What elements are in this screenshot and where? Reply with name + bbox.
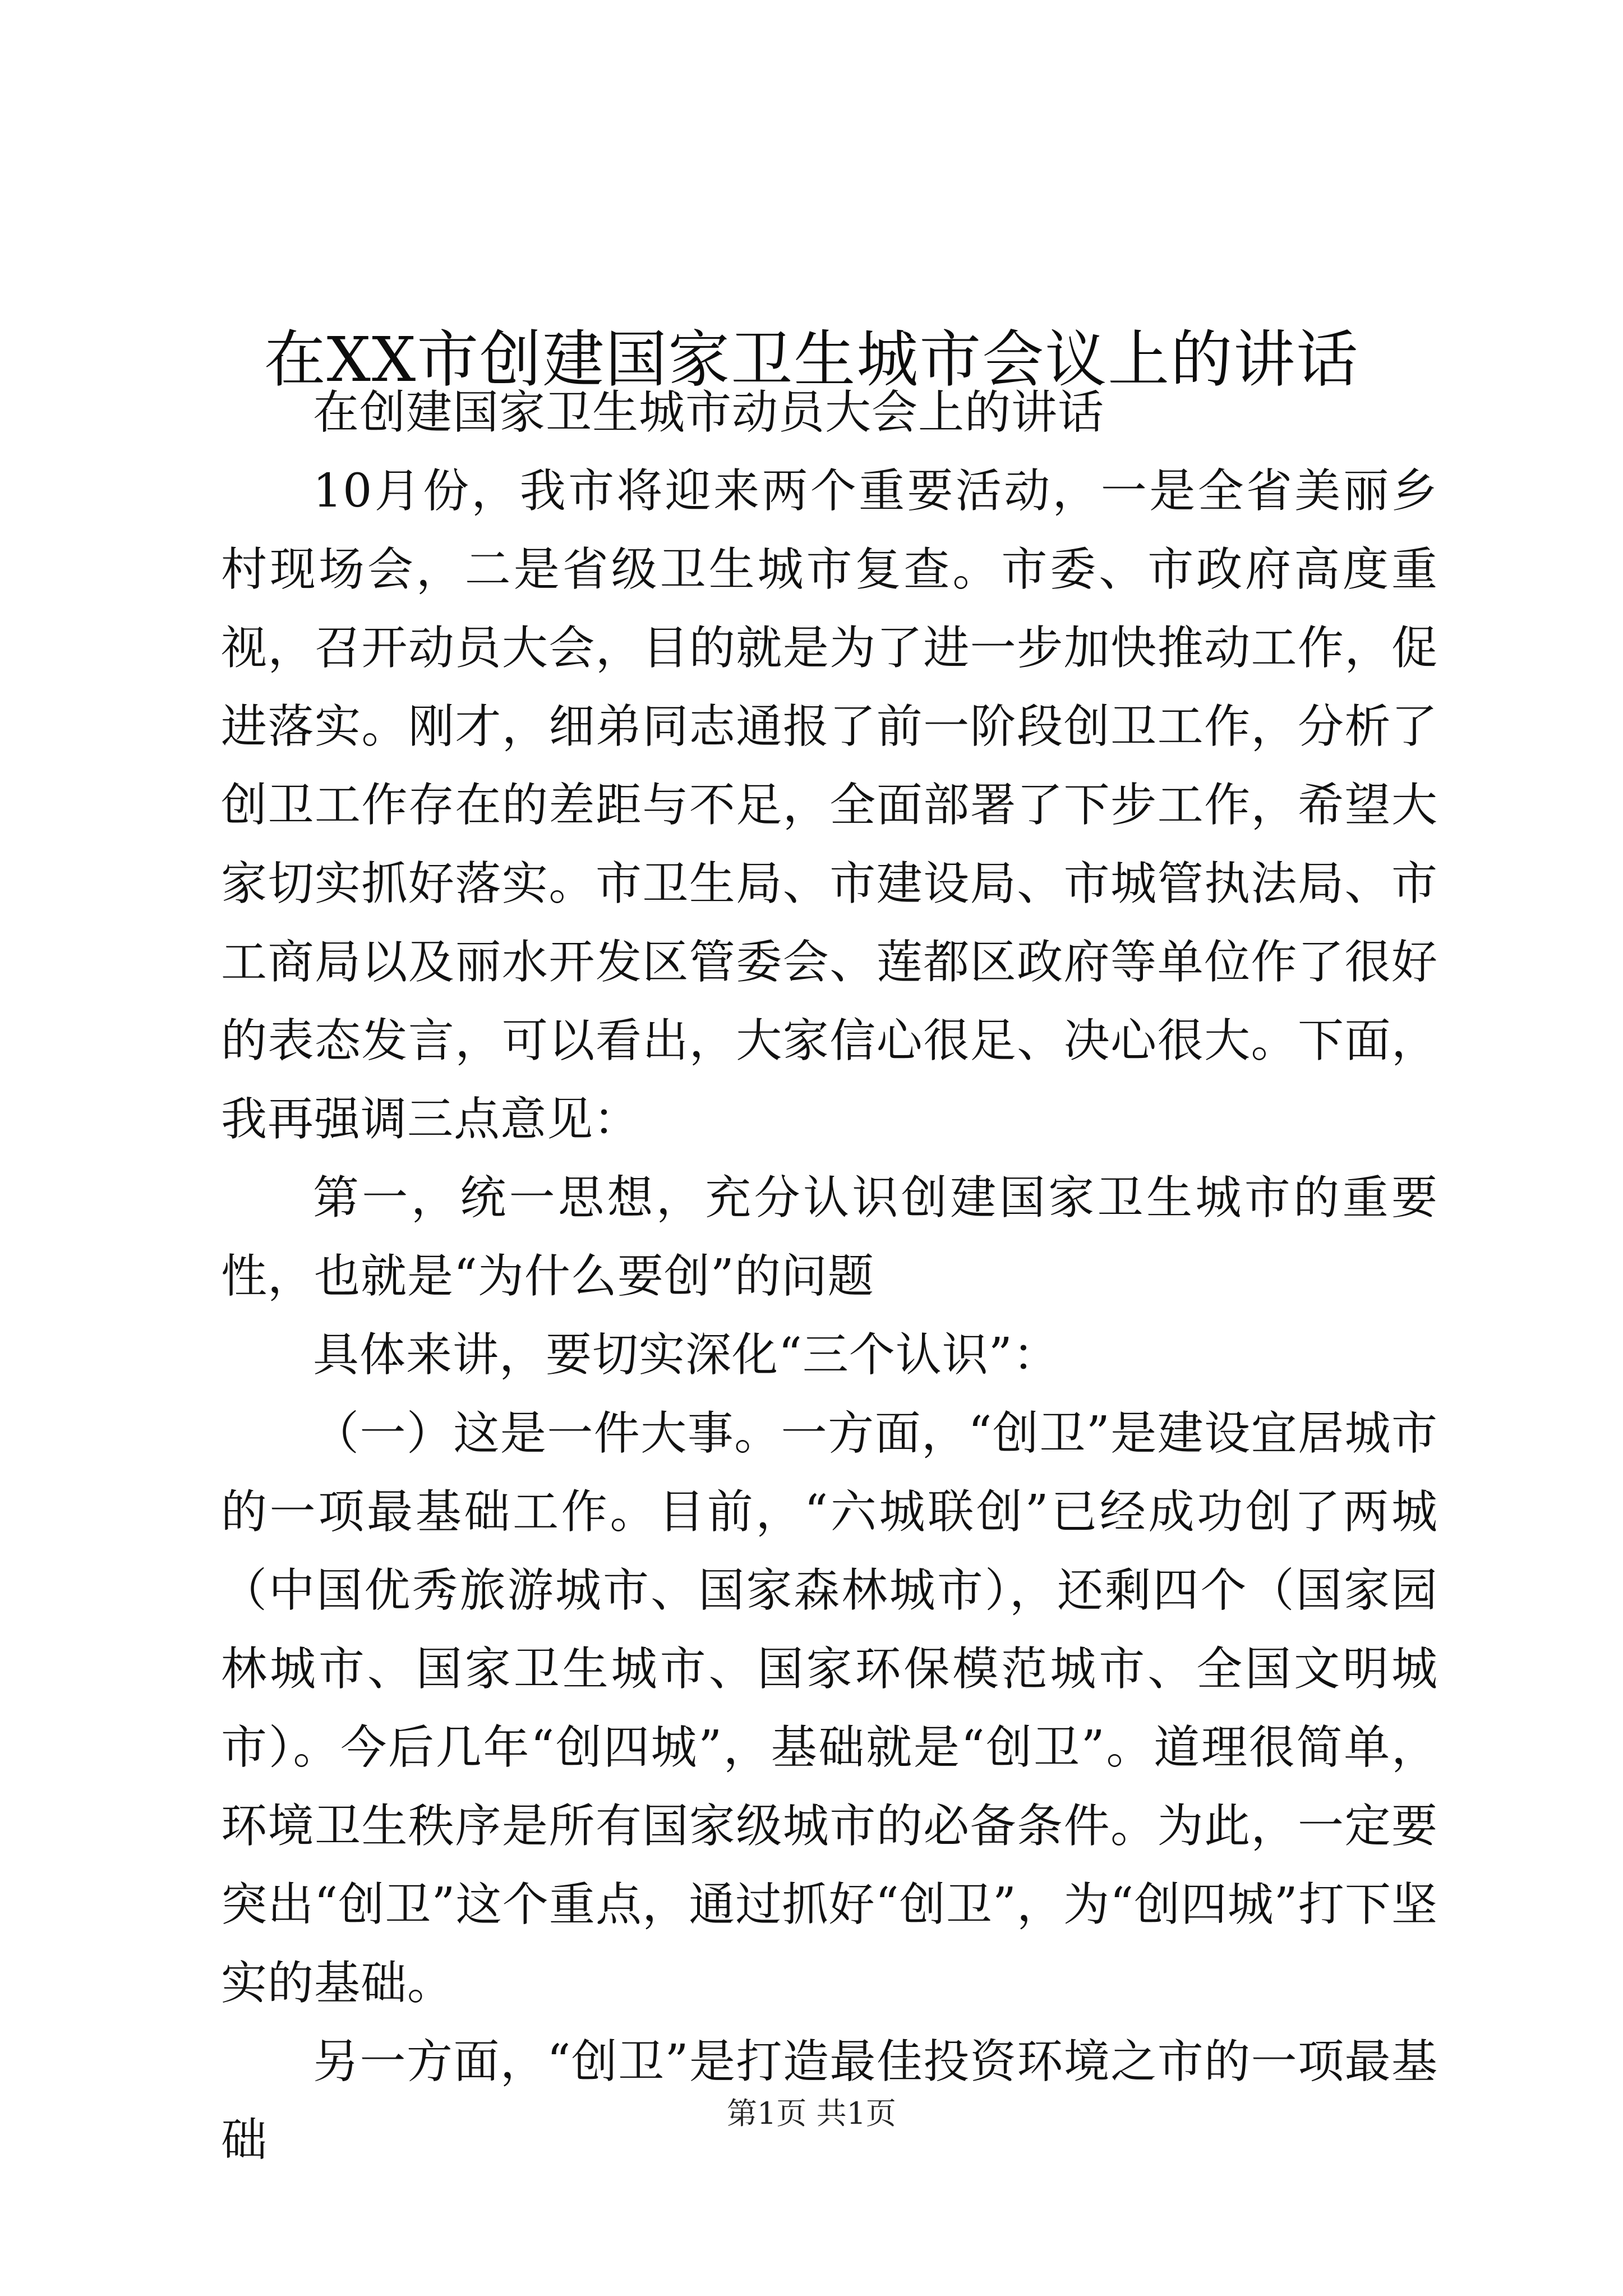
document-title: 在XX市创建国家卫生城市会议上的讲话: [264, 323, 1359, 395]
page-footer: 第1页 共1页: [727, 2096, 896, 2131]
document-body: [221, 374, 1438, 2180]
intro-paragraph: 10月份，我市将迎来两个重要活动，一是全省美丽乡村现场会，二是省级卫生城市复查。市委、市政府高度重视，召开动员大会，目的就是为了进一步加快推动工作，促进落实。刚才，细弟同志通报了前一阶段创卫工作，分析了创卫工作存在的差距与不足，全面部署了下步工作，希望大家切实抓好落实。市卫生局、市建设局、市城管执法局、市工商局以及丽水开发区管委会、莲都区政府等单位作了很好的表态发言，可以看出，大家信心很足、决心很大。下面，我再强调三点意见：: [221, 464, 1438, 1146]
other-aspect-paragraph: 另一方面，“创卫”是打造最佳投资环境之市的一项最基础: [221, 2035, 1438, 2167]
big-matter-paragraph: （一）这是一件大事。一方面，“创卫”是建设宜居城市的一项最基础工作。目前，“六城联创”已经成功创了两城（中国优秀旅游城市、国家森林城市），还剩四个（国家园林城市、国家卫生城市、国家环保模范城市、全国文明城市）。今后几年“创四城”，基础就是“创卫”。道理很简单，环境卫生秩序是所有国家级城市的必备条件。为此，一定要突出“创卫”这个重点，通过抓好“创卫”，为“创四城”打下坚实的基础。: [221, 1407, 1438, 2010]
point-one-heading: 第一，统一思想，充分认识创建国家卫生城市的重要性，也就是“为什么要创”的问题: [221, 1171, 1438, 1303]
subtitle-paragraph: 在创建国家卫生城市动员大会上的讲话: [313, 386, 1105, 439]
three-recognitions-paragraph: 具体来讲，要切实深化“三个认识”：: [313, 1328, 1059, 1382]
